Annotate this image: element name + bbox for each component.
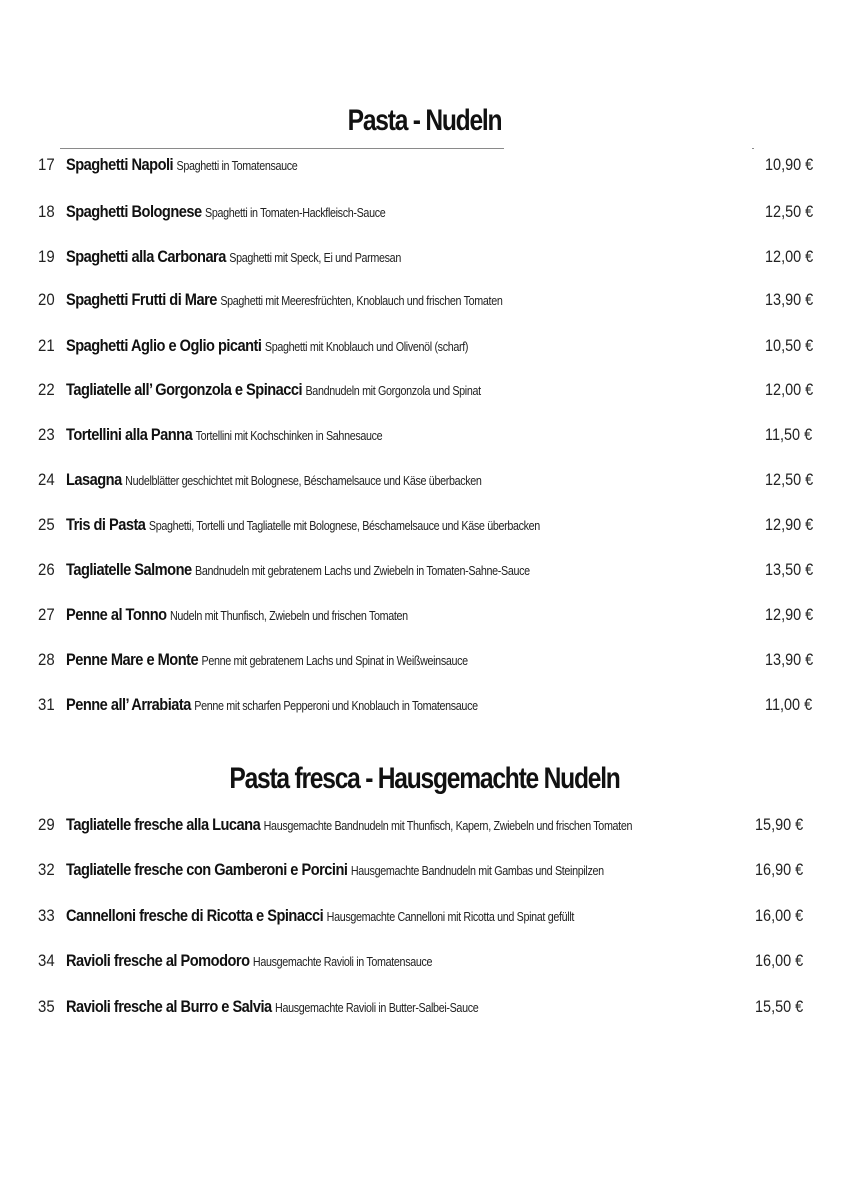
item-price: 12,00 € [765, 380, 814, 399]
menu-item [0, 470, 849, 496]
item-text [66, 202, 385, 222]
item-number: 22 [38, 380, 55, 399]
item-price: 10,90 € [765, 155, 814, 174]
menu-item [0, 515, 849, 541]
item-price: 11,50 € [765, 425, 813, 444]
item-text [66, 906, 574, 926]
section-title-pasta-fresca: Pasta fresca - Hausgemachte Nudeln [229, 762, 620, 795]
menu-item [0, 380, 849, 406]
item-text [66, 247, 401, 267]
item-name: Spaghetti Bolognese [66, 202, 202, 221]
item-description: Hausgemachte Ravioli in Butter-Salbei-Sauce [275, 1001, 479, 1015]
item-price: 15,50 € [755, 997, 804, 1016]
item-price: 12,90 € [765, 515, 814, 534]
menu-item [0, 860, 849, 886]
item-number: 27 [38, 605, 55, 624]
item-price: 16,00 € [755, 951, 804, 970]
item-name: Ravioli fresche al Burro e Salvia [66, 997, 272, 1016]
menu-item [0, 247, 849, 273]
item-name: Tagliatelle fresche alla Lucana [66, 815, 261, 834]
item-text [66, 997, 478, 1017]
item-name: Penne Mare e Monte [66, 650, 199, 669]
item-name: Cannelloni fresche di Ricotta e Spinacci [66, 906, 324, 925]
item-number: 18 [38, 202, 55, 221]
menu-item [0, 951, 849, 977]
item-description: Hausgemachte Bandnudeln mit Gambas und Steinpilzen [350, 864, 604, 878]
item-description: Hausgemachte Cannelloni mit Ricotta und Spinat gefüllt [326, 910, 575, 924]
item-description: Hausgemachte Bandnudeln mit Thunfisch, Kapern, Zwiebeln und frischen Tomaten [263, 819, 633, 833]
menu-item [0, 202, 849, 228]
item-price: 11,00 € [765, 695, 813, 714]
item-number: 31 [38, 695, 55, 714]
item-description: Penne mit scharfen Pepperoni und Knoblauch in Tomatensauce [194, 699, 478, 713]
menu-item [0, 560, 849, 586]
menu-item [0, 906, 849, 932]
menu-item [0, 605, 849, 631]
title-underline-end [752, 148, 754, 149]
item-price: 12,00 € [765, 247, 814, 266]
item-number: 21 [38, 336, 55, 355]
menu-item [0, 815, 849, 841]
item-description: Spaghetti in Tomatensauce [176, 159, 298, 173]
item-description: Spaghetti mit Knoblauch und Olivenöl (scharf) [264, 340, 469, 354]
item-description: Spaghetti, Tortelli und Tagliatelle mit Bolognese, Béschamelsauce und Käse überbacken [148, 519, 540, 533]
item-description: Spaghetti mit Speck, Ei und Parmesan [229, 251, 401, 265]
item-number: 20 [38, 290, 55, 309]
item-number: 33 [38, 906, 55, 925]
item-number: 35 [38, 997, 55, 1016]
item-description: Bandnudeln mit Gorgonzola und Spinat [305, 384, 481, 398]
item-price: 15,90 € [755, 815, 804, 834]
item-text [66, 336, 468, 356]
item-number: 34 [38, 951, 55, 970]
menu-item [0, 650, 849, 676]
item-description: Spaghetti in Tomaten-Hackfleisch-Sauce [205, 206, 386, 220]
section-title-pasta: Pasta - Nudeln [347, 104, 502, 137]
item-name: Spaghetti alla Carbonara [66, 247, 226, 266]
item-name: Tagliatelle all’ Gorgonzola e Spinacci [66, 380, 303, 399]
menu-item [0, 425, 849, 451]
item-name: Spaghetti Napoli [66, 155, 174, 174]
item-description: Nudelblätter geschichtet mit Bolognese, Béschamelsauce und Käse überbacken [125, 474, 482, 488]
item-price: 16,00 € [755, 906, 804, 925]
item-price: 12,50 € [765, 202, 814, 221]
item-name: Tris di Pasta [66, 515, 146, 534]
item-name: Tagliatelle Salmone [66, 560, 192, 579]
item-text [66, 155, 297, 175]
item-number: 23 [38, 425, 55, 444]
item-description: Hausgemachte Ravioli in Tomatensauce [252, 955, 433, 969]
item-price: 12,90 € [765, 605, 814, 624]
item-name: Spaghetti Frutti di Mare [66, 290, 217, 309]
item-text [66, 425, 382, 445]
item-text [66, 290, 502, 310]
item-name: Spaghetti Aglio e Oglio picanti [66, 336, 262, 355]
item-description: Nudeln mit Thunfisch, Zwiebeln und frischen Tomaten [169, 609, 408, 623]
item-text [66, 951, 432, 971]
item-description: Tortellini mit Kochschinken in Sahnesauce [195, 429, 383, 443]
item-text [66, 560, 530, 580]
item-text [66, 860, 604, 880]
item-name: Lasagna [66, 470, 122, 489]
item-description: Spaghetti mit Meeresfrüchten, Knoblauch und frischen Tomaten [220, 294, 503, 308]
item-number: 17 [38, 155, 55, 174]
item-text [66, 695, 478, 715]
item-price: 12,50 € [765, 470, 814, 489]
item-price: 16,90 € [755, 860, 804, 879]
item-name: Penne all’ Arrabiata [66, 695, 191, 714]
item-text [66, 605, 408, 625]
item-number: 24 [38, 470, 55, 489]
item-number: 28 [38, 650, 55, 669]
item-price: 13,90 € [765, 290, 814, 309]
item-text [66, 815, 632, 835]
item-text [66, 470, 482, 490]
item-price: 13,50 € [765, 560, 814, 579]
item-number: 19 [38, 247, 55, 266]
item-name: Ravioli fresche al Pomodoro [66, 951, 250, 970]
item-name: Penne al Tonno [66, 605, 167, 624]
item-number: 29 [38, 815, 55, 834]
menu-item [0, 155, 849, 181]
item-number: 32 [38, 860, 55, 879]
item-text [66, 515, 540, 535]
title-underline [60, 148, 504, 149]
item-description: Bandnudeln mit gebratenem Lachs und Zwiebeln in Tomaten-Sahne-Sauce [195, 564, 530, 578]
item-name: Tortellini alla Panna [66, 425, 193, 444]
item-text [66, 650, 468, 670]
menu-item [0, 997, 849, 1023]
menu-item [0, 695, 849, 721]
menu-item [0, 336, 849, 362]
item-text [66, 380, 481, 400]
item-number: 25 [38, 515, 55, 534]
item-number: 26 [38, 560, 55, 579]
item-description: Penne mit gebratenem Lachs und Spinat in Weißweinsauce [201, 654, 468, 668]
item-name: Tagliatelle fresche con Gamberoni e Porcini [66, 860, 348, 879]
item-price: 10,50 € [765, 336, 814, 355]
menu-item [0, 290, 849, 316]
item-price: 13,90 € [765, 650, 814, 669]
